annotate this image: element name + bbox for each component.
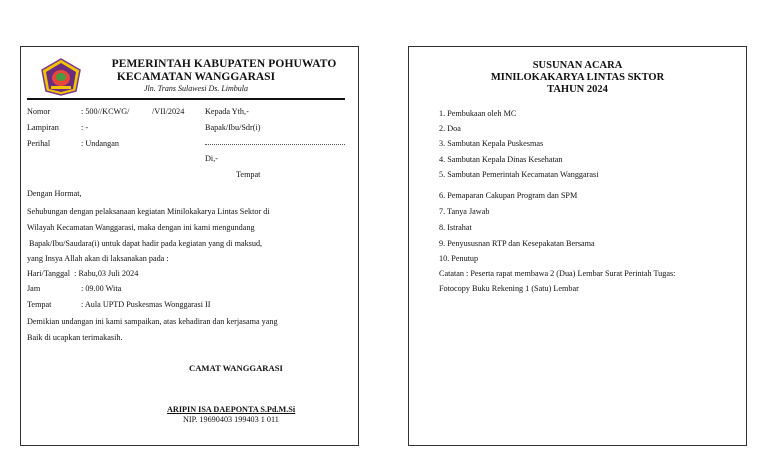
- recipient-line-3: Di,-: [205, 154, 218, 163]
- agenda-item: 8. Istrahat: [439, 223, 472, 232]
- letter-body-line-4: yang Insya Allah akan di laksanakan pada :: [27, 254, 169, 263]
- agenda-item: 9. Penyususnan RTP dan Kesepakatan Bersama: [439, 239, 595, 248]
- recipient-line-4: Tempat: [236, 170, 261, 179]
- letterhead-divider: [27, 98, 345, 100]
- letter-body-line-2: Wilayah Kecamatan Wanggarasi, maka dengan ini kami mengundang: [27, 223, 255, 232]
- letter-closing-line-1: Demikian undangan ini kami sampaikan, atas kehadiran dan kerjasama yang: [27, 317, 278, 326]
- agenda-item: 3. Sambutan Kepala Puskesmas: [439, 139, 544, 148]
- agenda-item: 4. Sambutan Kepala Dinas Kesehatan: [439, 155, 563, 164]
- perihal-value: : Undangan: [81, 139, 119, 148]
- agenda-item: 10. Penutup: [439, 254, 479, 263]
- signatory-title: CAMAT WANGGARASI: [189, 363, 283, 373]
- agenda-item: 1. Pembukaan oleh MC: [439, 109, 517, 118]
- event-time-label: Jam: [27, 284, 41, 293]
- agenda-title: SUSUNAN ACARA: [532, 60, 623, 71]
- agenda-note-line-2: Fotocopy Buku Rekening 1 (Satu) Lembar: [439, 284, 579, 293]
- nomor-label: Nomor: [27, 107, 51, 116]
- letter-closing-line-2: Baik di ucapkan terimakasih.: [27, 333, 123, 342]
- event-place-label: Tempat: [27, 300, 52, 309]
- regency-emblem-icon: [39, 58, 83, 96]
- signatory-nip: NIP. 19690403 199403 1 011: [183, 415, 279, 424]
- letter-greeting: Dengan Hormat,: [27, 189, 82, 198]
- agenda-item: 5. Sambutan Pemerintah Kecamatan Wanggarasi: [439, 170, 599, 179]
- agenda-item: 7. Tanya Jawab: [439, 207, 490, 216]
- event-date: Hari/Tanggal : Rabu,03 Juli 2024: [27, 269, 139, 278]
- recipient-name-blank: [205, 143, 345, 145]
- recipient-line-1: Kepada Yth,-: [205, 107, 249, 116]
- invitation-letter-page: [20, 46, 359, 446]
- agenda-page: [408, 46, 747, 446]
- letter-body-line-1: Sehubungan dengan pelaksanaan kegiatan Minilokakarya Lintas Sektor di: [27, 207, 270, 216]
- perihal-label: Perihal: [27, 139, 51, 148]
- agenda-note-line-1: Catatan : Peserta rapat membawa 2 (Dua) Lembar Surat Perintah Tugas:: [439, 269, 676, 278]
- nomor-value: : 500//KCWG/: [81, 107, 130, 116]
- lampiran-value: : -: [81, 123, 89, 132]
- letter-body-line-3: Bapak/Ibu/Saudara(i) untuk dapat hadir pada kegiatan yang di maksud,: [27, 239, 263, 248]
- letterhead-district-name: KECAMATAN WANGGARASI: [116, 71, 276, 83]
- event-place-value: : Aula UPTD Puskesmas Wonggarasi II: [81, 300, 211, 309]
- agenda-subtitle: MINILOKAKARYA LINTAS SKTOR: [490, 72, 665, 83]
- agenda-item: 2. Doa: [439, 124, 461, 133]
- agenda-year: TAHUN 2024: [547, 84, 608, 95]
- agenda-item: 6. Pemaparan Cakupan Program dan SPM: [439, 191, 578, 200]
- lampiran-label: Lampiran: [27, 123, 59, 132]
- letterhead-address: Jln. Trans Sulawesi Ds. Limbula: [143, 84, 248, 93]
- letterhead-government-name: PEMERINTAH KABUPATEN POHUWATO: [111, 58, 337, 70]
- event-time-value: : 09.00 Wita: [81, 284, 122, 293]
- letterhead: [21, 47, 358, 102]
- recipient-line-2: Bapak/Ibu/Sdr(i): [205, 123, 261, 132]
- signatory-name: ARIPIN ISA DAEPONTA S.Pd.M.Si: [167, 405, 296, 414]
- nomor-suffix: /VII/2024: [152, 107, 185, 116]
